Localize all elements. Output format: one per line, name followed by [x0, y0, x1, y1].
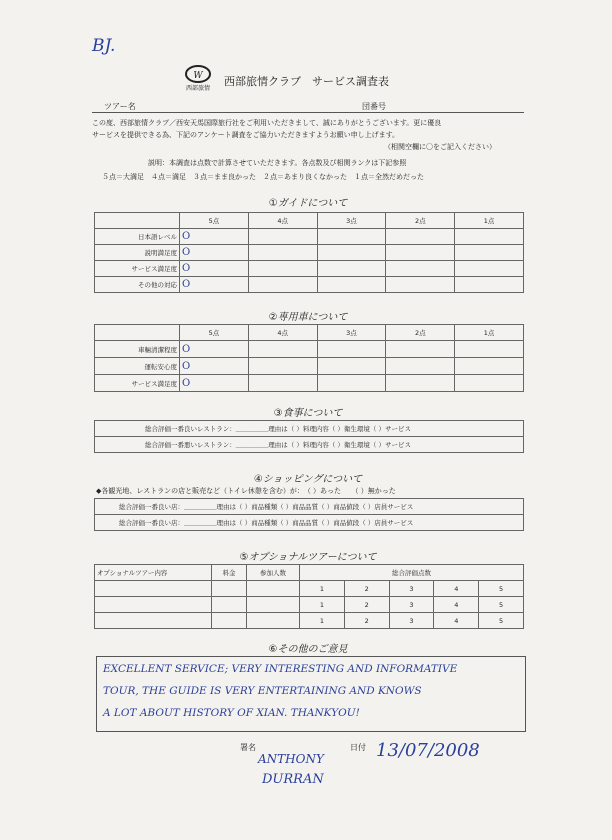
circle-mark: O: [182, 263, 191, 274]
rating-cell[interactable]: [180, 358, 249, 375]
row-label: 車輛清潔程度: [95, 341, 180, 358]
rating-cell[interactable]: [317, 229, 386, 245]
participants-cell[interactable]: [247, 581, 300, 597]
page-title: 西部旅情クラブ サービス調査表: [224, 75, 389, 88]
table-row: [95, 375, 524, 392]
table-row: [95, 277, 524, 293]
rating-cell[interactable]: [386, 341, 455, 358]
section4-title: ④ショッピングについて: [253, 474, 363, 485]
blank-header: [95, 213, 180, 229]
table-row: [95, 421, 524, 437]
score-option[interactable]: 2: [344, 613, 389, 629]
rating-cell[interactable]: [455, 261, 524, 277]
fee-cell[interactable]: [212, 613, 247, 629]
comment-line-3: A LOT ABOUT HISTORY OF XIAN. THANKYOU!: [103, 707, 360, 719]
shopping-table: [94, 498, 524, 531]
col-3: 3点: [317, 213, 386, 229]
row-label: サービス満足度: [95, 261, 180, 277]
table-row: [95, 341, 524, 358]
rating-cell[interactable]: [317, 245, 386, 261]
tour-cell[interactable]: [95, 613, 212, 629]
score-option[interactable]: 4: [434, 581, 479, 597]
date-label: 日付: [350, 743, 366, 752]
score-option[interactable]: 3: [389, 597, 434, 613]
circle-mark: O: [182, 279, 191, 290]
col-total-score: 総合評価点数: [300, 565, 524, 581]
signature-line-1: ANTHONY: [258, 752, 324, 766]
score-option[interactable]: 5: [479, 597, 524, 613]
comment-line-2: TOUR, THE GUIDE IS VERY ENTERTAINING AND KNOWS: [103, 685, 422, 697]
rating-cell[interactable]: [386, 358, 455, 375]
rating-cell[interactable]: [317, 277, 386, 293]
rating-cell[interactable]: [455, 245, 524, 261]
shopping-question[interactable]: ◆各観光地、レストランの店と販売など（トイレ休憩を含む）が： （ ）あった （ ）無かった: [96, 487, 396, 495]
row-label: 運転安心度: [95, 358, 180, 375]
rating-cell[interactable]: [248, 229, 317, 245]
table-row: [95, 581, 524, 597]
col-2: 2点: [386, 325, 455, 341]
col-5: 5点: [180, 213, 249, 229]
rating-cell[interactable]: [248, 358, 317, 375]
intro-scale: ５点＝大満足 ４点＝満足 ３点＝まま良かった ２点＝あまり良くなかった １点＝全然だめだった: [102, 173, 424, 181]
rating-cell[interactable]: [317, 261, 386, 277]
table-row: [95, 437, 524, 453]
rating-cell[interactable]: [455, 341, 524, 358]
fee-cell[interactable]: [212, 597, 247, 613]
col-4: 4点: [248, 325, 317, 341]
circle-mark: O: [182, 377, 191, 389]
col-5: 5点: [180, 325, 249, 341]
meal-worst-row[interactable]: 総合評価一番悪いレストラン：＿＿＿＿＿理由は（ ）料理内容（ ）衛生環境（ ）サービス: [95, 437, 524, 453]
row-label: その他の対応: [95, 277, 180, 293]
tour-cell[interactable]: [95, 597, 212, 613]
tour-cell[interactable]: [95, 581, 212, 597]
table-row: [95, 613, 524, 629]
section2-title: ②専用車について: [268, 312, 348, 323]
score-option[interactable]: 4: [434, 613, 479, 629]
score-option[interactable]: 1: [300, 597, 345, 613]
circle-mark: O: [182, 360, 191, 372]
meal-table: [94, 420, 524, 453]
score-option[interactable]: 1: [300, 613, 345, 629]
table-row: [95, 515, 524, 531]
svg-text:W: W: [193, 71, 203, 81]
score-option[interactable]: 2: [344, 597, 389, 613]
rating-cell[interactable]: [386, 261, 455, 277]
shop-best-row-2[interactable]: 総合評価一番良い店：＿＿＿＿＿理由は（ ）商品種類（ ）商品品質（ ）商品値段（ ）店員サービス: [95, 515, 524, 531]
table-row: [95, 499, 524, 515]
logo-caption: 西部旅情: [185, 85, 210, 92]
guide-rating-table: [94, 212, 524, 293]
row-label: 日本語レベル: [95, 229, 180, 245]
rating-cell[interactable]: [180, 245, 249, 261]
col-fee: 料金: [212, 565, 247, 581]
score-option[interactable]: 2: [344, 581, 389, 597]
intro-line-2: サービスを提供できる為、下記のアンケート調査をご協力いただきますようお願い申し上げます。: [92, 131, 400, 139]
section5-title: ⑤オプショナルツアーについて: [239, 552, 377, 563]
optional-tour-table: [94, 564, 524, 629]
rating-cell[interactable]: [317, 341, 386, 358]
rating-cell[interactable]: [248, 261, 317, 277]
score-option[interactable]: 3: [389, 581, 434, 597]
score-option[interactable]: 1: [300, 581, 345, 597]
col-3: 3点: [317, 325, 386, 341]
shop-best-row-1[interactable]: 総合評価一番良い店：＿＿＿＿＿理由は（ ）商品種類（ ）商品品質（ ）商品値段（ ）店員サービス: [95, 499, 524, 515]
table-row: [95, 245, 524, 261]
circle-mark: O: [182, 231, 191, 242]
col-1: 1点: [455, 325, 524, 341]
circle-mark: O: [182, 343, 191, 355]
rating-cell[interactable]: [386, 375, 455, 392]
rating-cell[interactable]: [180, 277, 249, 293]
score-option[interactable]: 3: [389, 613, 434, 629]
score-option[interactable]: 5: [479, 613, 524, 629]
vehicle-rating-table: [94, 324, 524, 392]
col-tour-content: オプショナルツアー内容: [95, 565, 212, 581]
blank-header: [95, 325, 180, 341]
intro-explain: 説明：本調査は点数で計算させていただきます。各点数及び相関ランクは下記参照: [148, 159, 407, 167]
score-option[interactable]: 5: [479, 581, 524, 597]
meal-best-row[interactable]: 総合評価一番良いレストラン：＿＿＿＿＿理由は（ ）料理内容（ ）衛生環境（ ）サービス: [95, 421, 524, 437]
rating-cell[interactable]: [386, 277, 455, 293]
rating-cell[interactable]: [180, 261, 249, 277]
score-option[interactable]: 4: [434, 597, 479, 613]
table-row: [95, 261, 524, 277]
section1-title: ①ガイドについて: [268, 198, 348, 209]
rating-cell[interactable]: [248, 277, 317, 293]
col-1: 1点: [455, 213, 524, 229]
rating-cell[interactable]: [180, 229, 249, 245]
participants-cell[interactable]: [247, 613, 300, 629]
circle-mark: O: [182, 247, 191, 258]
participants-cell[interactable]: [247, 597, 300, 613]
signature-line-2: DURRAN: [262, 772, 324, 787]
section6-title: ⑥その他のご意見: [268, 644, 348, 655]
col-participants: 参加人数: [247, 565, 300, 581]
company-logo: [178, 64, 218, 92]
rating-cell[interactable]: [248, 245, 317, 261]
rating-cell[interactable]: [455, 229, 524, 245]
section3-title: ③食事について: [273, 408, 343, 419]
rating-cell[interactable]: [180, 375, 249, 392]
comment-line-1: EXCELLENT SERVICE; VERY INTERESTING AND INFORMATIVE: [103, 663, 458, 675]
table-row: [95, 358, 524, 375]
date-value[interactable]: 13/07/2008: [376, 740, 480, 761]
row-label: 説明満足度: [95, 245, 180, 261]
table-row: [95, 229, 524, 245]
signature-label: 署名: [240, 743, 256, 752]
rating-cell[interactable]: [180, 341, 249, 358]
table-row: [95, 597, 524, 613]
col-2: 2点: [386, 213, 455, 229]
group-number-label: 団番号: [362, 102, 386, 111]
intro-note: （相関空欄に〇をご記入ください）: [384, 143, 496, 151]
rating-cell[interactable]: [455, 277, 524, 293]
tour-name-label: ツアー名: [104, 102, 136, 111]
rating-cell[interactable]: [248, 375, 317, 392]
comments-box[interactable]: [96, 656, 526, 732]
rating-cell[interactable]: [455, 375, 524, 392]
corner-handwritten-note: BJ.: [92, 36, 116, 56]
rating-cell[interactable]: [386, 229, 455, 245]
rating-cell[interactable]: [317, 358, 386, 375]
rating-cell[interactable]: [317, 375, 386, 392]
rating-cell[interactable]: [248, 341, 317, 358]
rating-cell[interactable]: [386, 245, 455, 261]
fee-cell[interactable]: [212, 581, 247, 597]
row-label: サービス満足度: [95, 375, 180, 392]
col-4: 4点: [248, 213, 317, 229]
rating-cell[interactable]: [455, 358, 524, 375]
intro-line-1: この度、西部旅情クラブ／西安天馬国際旅行社をご利用いただきまして、誠にありがとうございます。更に優良: [92, 119, 442, 127]
